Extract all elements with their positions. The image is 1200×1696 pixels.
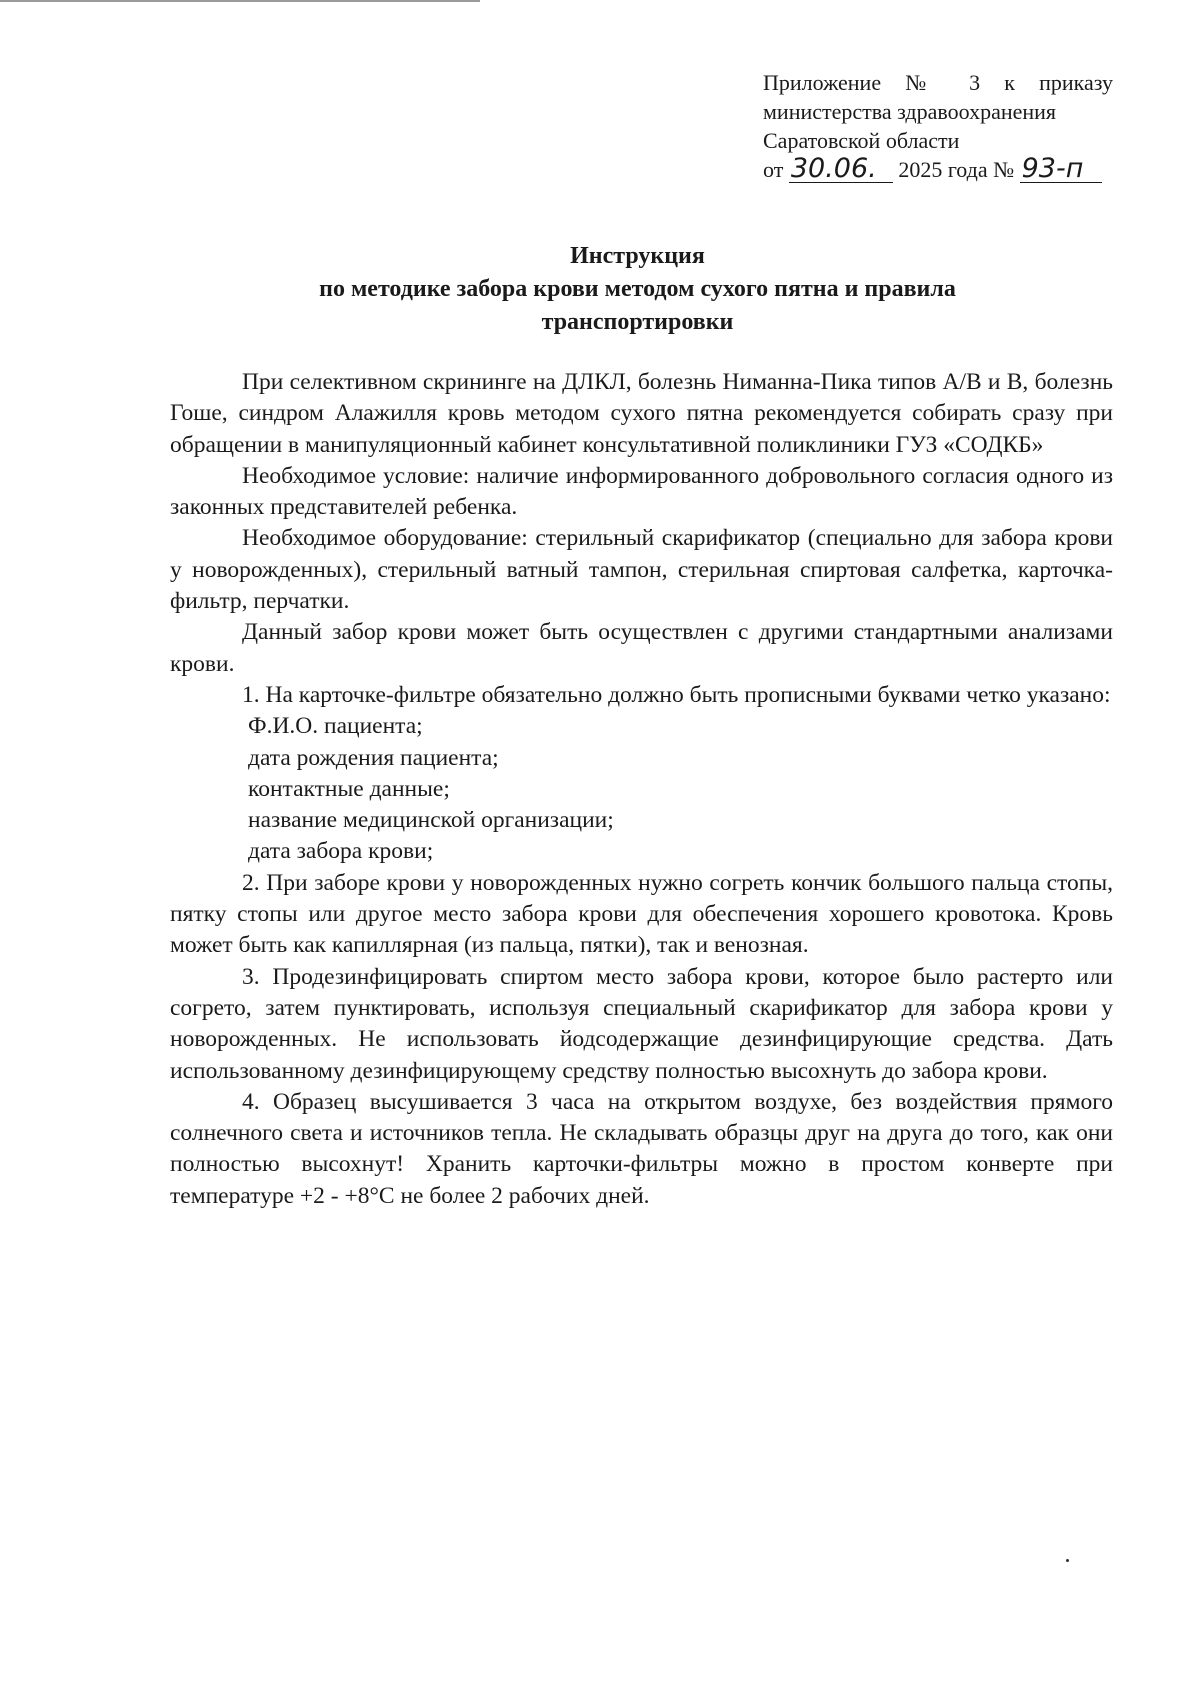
paragraph-equipment: Необходимое оборудование: стерильный скарификатор (специально для забора крови у новорожденных), стерильный ватный тампон, стерильная спиртовая салфетка, карточка-фильтр, перчатки.: [170, 525, 1113, 615]
document-body: [170, 367, 1113, 1212]
list-item: дата забора крови;: [248, 838, 434, 865]
from-prefix: от: [763, 157, 784, 182]
list-item: дата рождения пациента;: [248, 744, 499, 771]
paragraph-step-4: 4. Образец высушивается 3 часа на открытом воздухе, без воздействия прямого солнечного света и источников тепла. Не складывать образцы друг на друга до того, как они полностью высохнут! Хранить карточки-фильтры можно в простом конверте при температуре +2 - +8°С не более 2 рабочих дней.: [170, 1088, 1113, 1209]
title-line-2: по методике забора крови методом сухого пятна и правила: [319, 276, 956, 302]
handwritten-date: 30.06.: [789, 156, 893, 183]
paragraph-condition: Необходимое условие: наличие информированного добровольного согласия одного из законных представителей ребенка.: [170, 462, 1113, 521]
attachment-header: [763, 68, 1113, 184]
paragraph-step-2: 2. При заборе крови у новорожденных нужно согреть кончик большого пальца стопы, пятку стопы или другое место забора крови для обеспечения хорошего кровотока. Кровь может быть как капиллярная (из пальца, пятки), так и венозная.: [170, 869, 1113, 959]
title-line-3: транспортировки: [541, 309, 734, 335]
document-title: [170, 240, 1105, 339]
paragraph-step-3: 3. Продезинфицировать спиртом место забора крови, которое было растерто или согрето, затем пунктировать, используя специальный скарификатор для забора крови у новорожденных. Не использовать йодсодержащие дезинфицирующие средства. Дать использованному дезинфицирующему средству полностью высохнуть до забора крови.: [170, 963, 1113, 1084]
attachment-line-3: Саратовской области: [763, 128, 960, 153]
scan-speck: [1066, 1559, 1069, 1562]
attachment-line-1: Приложение № 3 к приказу: [763, 70, 1113, 95]
attachment-line-4: [763, 155, 1113, 184]
title-line-1: Инструкция: [570, 243, 705, 269]
scan-edge-line: [0, 0, 480, 2]
list-item: Ф.И.О. пациента;: [248, 713, 423, 740]
list-item: название медицинской организации;: [248, 807, 614, 834]
handwritten-order-number: 93-п: [1020, 156, 1102, 183]
paragraph-combined-analysis: Данный забор крови может быть осуществлен с другими стандартными анализами крови.: [170, 619, 1113, 677]
paragraph-step-1: 1. На карточке-фильтре обязательно должно быть прописными буквами четко указано:: [242, 681, 1111, 708]
required-fields-list: [170, 711, 1113, 867]
attachment-line-2: министерства здравоохранения: [763, 99, 1057, 124]
list-item: контактные данные;: [248, 775, 450, 802]
year-text: 2025 года №: [898, 157, 1015, 182]
paragraph-screening: При селективном скрининге на ДЛКЛ, болезнь Ниманна-Пика типов А/В и В, болезнь Гоше, синдром Алажилля кровь методом сухого пятна рекомендуется собирать сразу при обращении в манипуляционный кабинет консультативной поликлиники ГУЗ «СОДКБ»: [170, 369, 1113, 458]
